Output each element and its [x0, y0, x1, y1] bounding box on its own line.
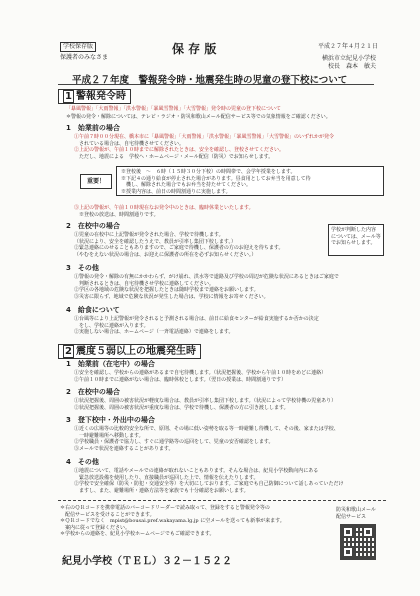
important-notice-box [116, 166, 384, 196]
line: 一時避難場所へ移動します。 [74, 432, 144, 439]
section-number: 2 [65, 346, 72, 357]
item-title: 在校中の場合 [77, 388, 120, 396]
item-other-body [74, 274, 392, 300]
quake-before-school-body [74, 370, 392, 383]
item-before-school-after [74, 205, 392, 218]
notice-line: 機し、解除された場合でもお弁当を持たせてください。 [121, 182, 252, 189]
section-1-intro-note: ＊警報の発令・解除については、テレビ・ラジオ・防災和歌山メール配信サービス等での気象情報をご確認ください。 [66, 114, 331, 120]
item-before-school-title [66, 124, 120, 133]
line: ますし、また、避難場所・連絡方法等を家族でも十分確認をお願いします。 [74, 487, 249, 494]
item-title: 始業前の場合 [77, 124, 120, 132]
qr-code-icon[interactable] [340, 524, 376, 560]
line: ※登校の放送は、時間割通りです。 [74, 211, 159, 218]
line: されている場合は、自宅待機させてください。 [74, 140, 185, 147]
item-before-school-body [74, 134, 392, 160]
quake-other-title [66, 458, 99, 467]
issue-date: 平成２７年４月２１日 [318, 43, 379, 50]
note-line: ＊右のＱＲコードを携帯電話のバーコードリーダーで読み取って、登録をすると警報発令等の [60, 505, 270, 511]
line: ①午前７時００分現在、橋本市に「暴風警報」「大雨警報」「洪水警報」「暴風雪警報」「大雪警報」のいずれかが発令 [74, 134, 335, 140]
section-2-banner [58, 344, 201, 359]
item-number: 1 [66, 360, 71, 368]
section-1-intro: 「暴風警報」「大雨警報」「洪水警報」「暴風雪警報」「大雪警報」発令時の児童の登下校について [66, 106, 281, 112]
item-number: 3 [66, 264, 71, 272]
footer-divider [58, 500, 386, 501]
section-number: 1 [65, 91, 72, 102]
line: ①地震について、電話やメールでの連絡が取れないこともあります。そんな場合は、紀見小学校動向内にある [74, 468, 319, 474]
footer-notes [60, 505, 330, 538]
line: ②緊急連絡にのせることもありますので、ご家庭で待機し、保護者の方のお迎えを待ちます。 [74, 245, 284, 252]
line: ②実施しない場合は、ホームページ（一斉電話連絡）で連絡をします。 [74, 329, 234, 336]
notice-line: ※登校後 ～ ６時（１５時３０分下校）の時間帯で、会学年授業をします。 [121, 169, 296, 175]
line: ①状況把握後、周囲の被害状況が軽度な場合は、教員が引率し集団下校します。（状況によって学校待機の児童あり） [74, 398, 337, 404]
notice-line: ※下記４の通り給食が停止された場合があります。昼食用としてお弁当を用意して待 [121, 175, 311, 182]
caption-line: 配信サービス [336, 513, 367, 520]
line: （状況により、安全を確認したうえで、教員が引率し集団下校します。） [74, 238, 237, 245]
line: ②学区の各地域の危険な状況を把握したときは随時学校まで連絡をお願いします。 [74, 287, 259, 294]
school-contact: 紀見小学校（ＴＥＬ）３２－１５２２ [62, 556, 232, 567]
item-title: 給食について [77, 306, 120, 314]
line: ①近くの広場等の比較的安全な所で、原則、その場に低い姿勢を取る等一時避難し待機して、その後、家または学校、 [74, 426, 339, 432]
issuer-principal: 校長 森本 敏夫 [328, 63, 377, 70]
section-1-banner [58, 89, 131, 104]
section-heading: 警報発令時 [75, 91, 126, 102]
mail-notice-box: 学校が判断した内容については、メール等でお知らせします。 [328, 224, 384, 256]
quake-in-school-title [66, 388, 120, 397]
note-line: ＊学校からの連絡を、紀見小学校ホームページでもご確認できます。 [60, 531, 215, 538]
line: をし、学校に連絡が入ります。 [74, 322, 149, 329]
item-title: 在校中の場合 [77, 222, 120, 230]
item-number: 2 [66, 388, 71, 396]
quake-other-body [74, 468, 392, 494]
main-title: 平成２７年度 警報発令時・地震発生時の児童の登下校について [72, 75, 348, 86]
qr-caption [336, 507, 376, 520]
line: （やむをえない状況の場合は、お迎えに保護者の所在を必ずお知らせください。） [74, 251, 257, 258]
line: ①台風等により上記警報が発令されると予測される場合は、前日に給食センターが給食実施するか否かの決定 [74, 316, 319, 322]
line: ③メールで状況を連絡することがあります。 [74, 445, 174, 452]
line: ①警報の発令・解除の有無にかかわらず、がけ崩れ、洪水等で道路及び学校の周辺が危険な状況にあるときはご家庭で [74, 274, 339, 280]
guardian-greeting: 保護者のみなさま [60, 54, 109, 61]
qr-finder-icon [342, 546, 354, 558]
line: ②状況把握後、周囲の被害状況が重度な場合は、学校で待機し、保護者の方に引き渡しします。 [74, 404, 289, 411]
item-title: その他 [77, 458, 99, 466]
school-storage-tag: 学校保存版 [60, 42, 96, 52]
quake-before-school-title [66, 360, 155, 369]
item-number: 3 [66, 416, 71, 424]
caption-line: 防災和歌山メール [336, 507, 376, 513]
item-other-title [66, 264, 99, 273]
item-title: 登下校中・外出中の場合 [77, 416, 155, 424]
note-line: ＊ＱＲコードでなく mpist@bousai.pref.wakayama.lg.jp に空メールを送っても新事が来ます。 [60, 518, 285, 525]
line: ③災害に限らず、地域で危険な状況が発生した場合は、学校に情報をお寄せください。 [74, 293, 269, 300]
item-number: 4 [66, 458, 71, 466]
line: ①安全を確認し、学校からの連絡があるまで自宅待機します。（状況把握後、学校から午前１０時をめどに連絡） [74, 370, 327, 376]
quake-commute-body [74, 426, 392, 452]
quake-in-school-body [74, 398, 392, 411]
item-title: その他 [77, 264, 99, 272]
line: ②上記の警報が、午前１０時までに解除されたときは、安全を確認し、登校させてください。 [74, 147, 285, 154]
section-heading: 震度５弱以上の地震発生時 [75, 346, 196, 357]
line: 判断されるときは、自宅待機させ学校に連絡してください。 [74, 280, 215, 287]
line: ①児童の在校中に上記警報が発令された場合、学校で待機します。 [74, 232, 224, 238]
title-underline [58, 84, 374, 85]
line: ②午前１０時までに連絡がない場合は、臨時休校とします。（翌日の授業は、時間割通りです） [74, 376, 287, 383]
item-number: 4 [66, 306, 71, 314]
item-in-school-title [66, 222, 120, 231]
note-line: 配信サービスを受けることができます。 [60, 511, 155, 518]
quake-commute-title [66, 416, 155, 425]
line: ただし、地震による 学校へ・ホームページ・メール配信（防災）でお知らせします。 [74, 153, 274, 160]
item-title: 始業前（在宅中）の場合 [77, 360, 155, 368]
line: ②学校で安全確保（防災・防犯・交通安全等）を大切にしております。ご家庭でも自己防御について話しあっていただけ [74, 481, 344, 488]
item-lunch-title [66, 306, 120, 315]
qr-finder-icon [362, 526, 374, 538]
item-in-school-body [74, 232, 324, 258]
item-number: 2 [66, 222, 71, 230]
item-number: 1 [66, 124, 71, 132]
line: ②学校職員・保護者で協力し、すぐに通学路等の巡回をして、児童の安否確認をします。 [74, 439, 274, 446]
qr-finder-icon [342, 526, 354, 538]
important-label: 重要！ [80, 174, 112, 189]
item-lunch-body [74, 316, 392, 336]
note-line: 案内に従って登録ください。 [60, 524, 131, 531]
notice-line: ※授業内容は、前日の時間割通りに実施します。 [121, 188, 231, 195]
line: 緊急放送設備を使用したり、直接職員が巡回した上で、情報を伝えたりします。 [74, 474, 259, 481]
line: ③上記の警報が、午前１０時現在なお発令中のときは、臨時休業といたします。 [74, 205, 254, 211]
document-title: 保 存 版 [172, 42, 217, 56]
issuer-school: 横浜市立紀見小学校 [322, 55, 377, 62]
